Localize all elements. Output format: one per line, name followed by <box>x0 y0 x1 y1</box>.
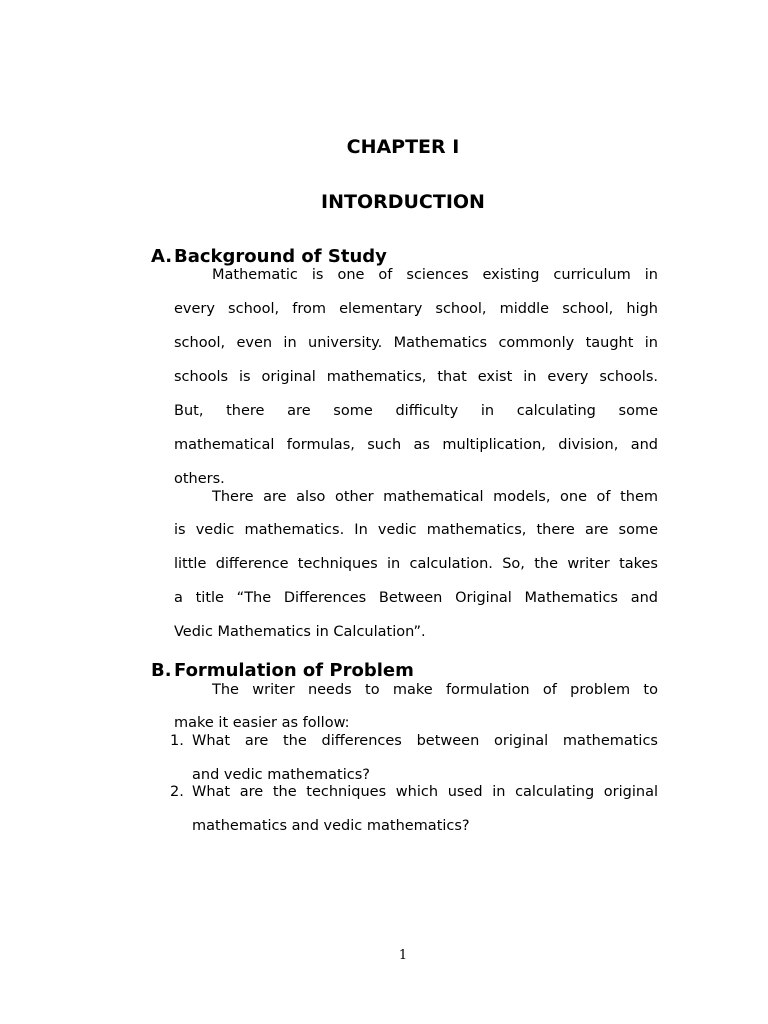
list-item-text: What are the differences between original mathematics <box>192 733 658 749</box>
list-item-number: 2. <box>170 784 184 800</box>
paragraph-line: Vedic Mathematics in Calculation”. <box>174 624 426 640</box>
paragraph-line: is vedic mathematics. In vedic mathematics, there are some <box>174 522 658 538</box>
list-item <box>170 782 658 802</box>
paragraph-line: every school, from elementary school, middle school, high <box>174 301 658 317</box>
section-b-heading <box>151 660 414 681</box>
paragraph-line: There are also other mathematical models, one of them <box>212 489 658 505</box>
section-a-title: Background of Study <box>174 246 387 267</box>
paragraph-line: make it easier as follow: <box>174 715 350 731</box>
chapter-heading: CHAPTER I <box>346 136 460 158</box>
list-item-continuation: and vedic mathematics? <box>192 767 370 783</box>
paragraph-line: But, there are some difficulty in calculating some <box>174 403 658 419</box>
paragraph-line: Mathematic is one of sciences existing curriculum in <box>212 267 658 283</box>
section-a-heading <box>151 246 387 267</box>
paragraph-line: mathematical formulas, such as multiplication, division, and <box>174 437 658 453</box>
list-item-continuation: mathematics and vedic mathematics? <box>192 818 470 834</box>
section-b-letter: B. <box>151 660 172 681</box>
list-item-text: What are the techniques which used in calculating original <box>192 784 658 800</box>
paragraph-line: little difference techniques in calculation. So, the writer takes <box>174 556 658 572</box>
paragraph-line: others. <box>174 471 225 487</box>
section-a-letter: A. <box>151 246 173 267</box>
paragraph-line: school, even in university. Mathematics commonly taught in <box>174 335 658 351</box>
list-item-number: 1. <box>170 733 184 749</box>
list-item <box>170 731 658 751</box>
section-b-title: Formulation of Problem <box>174 660 414 681</box>
chapter-title: INTORDUCTION <box>321 191 485 213</box>
paragraph-line: schools is original mathematics, that exist in every schools. <box>174 369 658 385</box>
paragraph-line: a title “The Differences Between Original Mathematics and <box>174 590 658 606</box>
paragraph-line: The writer needs to make formulation of problem to <box>212 682 658 698</box>
page-number: 1 <box>398 948 408 963</box>
